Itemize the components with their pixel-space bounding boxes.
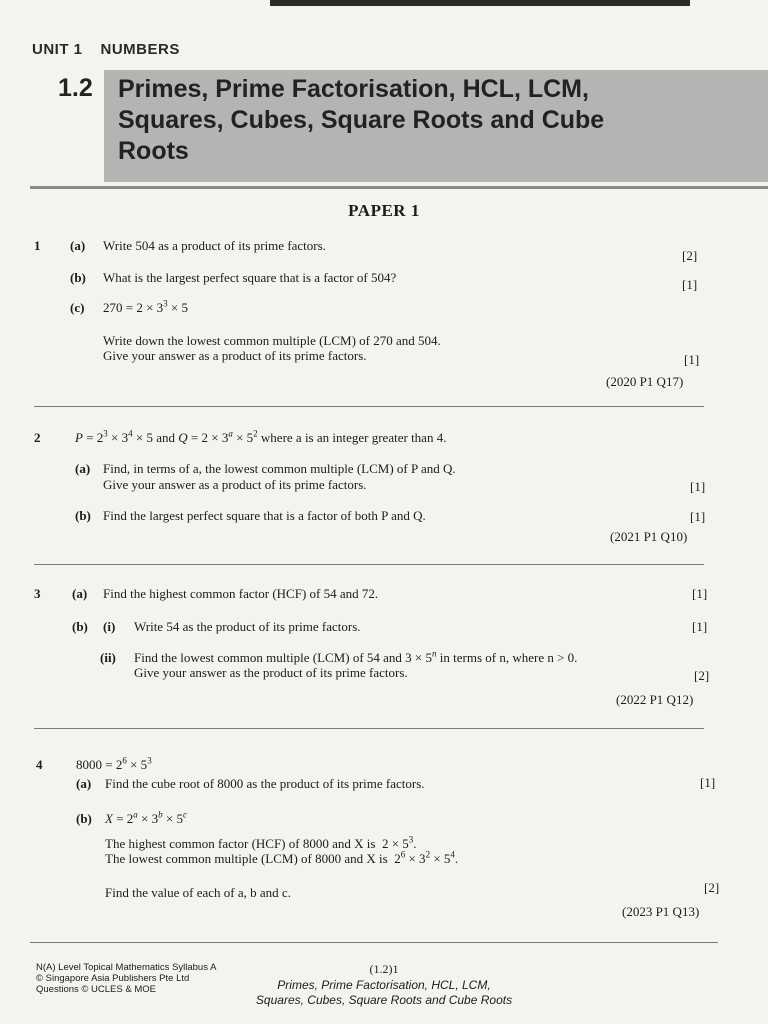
- part-label: (b): [76, 811, 92, 826]
- question-text: Write down the lowest common multiple (LCM) of 270 and 504.: [103, 333, 441, 348]
- footer-line: Primes, Prime Factorisation, HCL, LCM,: [277, 978, 491, 992]
- footer-divider: [30, 942, 718, 943]
- question-divider: [34, 406, 704, 407]
- math-expression: Find the lowest common multiple (LCM) of 54 and $3 \times 5^n$ in terms of n, where n > 0.: [134, 648, 578, 665]
- exam-reference: (2020 P1 Q17): [606, 374, 684, 389]
- part-label: (b): [70, 270, 86, 285]
- question-text: where a is an integer greater than 4.: [260, 430, 447, 445]
- part-label: (b): [72, 619, 88, 634]
- question-divider: [34, 564, 704, 565]
- question-text: Find the cube root of 8000 as the product of its prime factors.: [105, 776, 425, 791]
- section-title: [118, 74, 738, 167]
- marks: [2]: [682, 248, 698, 263]
- unit-label: UNIT 1: [32, 41, 83, 58]
- footer-line: N(A) Level Topical Mathematics Syllabus A: [36, 962, 217, 973]
- question-text: Give your answer as a product of its prime factors.: [103, 477, 367, 492]
- question-text: Find the value of each of a, b and c.: [105, 885, 291, 900]
- subpart-label: (ii): [100, 650, 116, 665]
- math-expression: $8000 = 2^6 \times 5^3$: [76, 755, 152, 772]
- part-label: (a): [72, 586, 88, 601]
- question-number: 4: [36, 757, 43, 772]
- question-text: Find, in terms of a, the lowest common multiple (LCM) of P and Q.: [103, 461, 456, 476]
- marks: [2]: [694, 668, 710, 683]
- part-label: (a): [70, 238, 86, 253]
- question-text: in terms of n, where n > 0.: [439, 650, 578, 665]
- question-text: Write 54 as the product of its prime factors.: [134, 619, 361, 634]
- exam-reference: (2021 P1 Q10): [610, 529, 688, 544]
- question-text: Find the lowest common multiple (LCM) of 54 and: [134, 650, 402, 665]
- marks: [1]: [684, 352, 700, 367]
- marks: [1]: [690, 509, 706, 524]
- subpart-label: (i): [103, 619, 116, 634]
- footer-line: Questions © UCLES & MOE: [36, 984, 156, 995]
- paper-title: PAPER 1: [348, 201, 420, 220]
- marks: [1]: [690, 479, 706, 494]
- question-divider: [34, 728, 704, 729]
- footer-line: © Singapore Asia Publishers Pte Ltd: [36, 973, 190, 984]
- question-number: 3: [34, 586, 41, 601]
- math-expression: The lowest common multiple (LCM) of 8000 and X is $2^6 \times 3^2 \times 5^4$.: [105, 849, 459, 866]
- part-label: (a): [76, 776, 92, 791]
- marks: [2]: [704, 880, 720, 895]
- section-title-line: Roots: [118, 137, 189, 165]
- question-text: Give your answer as the product of its prime factors.: [134, 665, 408, 680]
- question-text: Find the largest perfect square that is a factor of both P and Q.: [103, 508, 426, 523]
- page-number: (1.2)1: [369, 962, 399, 976]
- top-edge-strip: [270, 0, 690, 6]
- question-text: Find the highest common factor (HCF) of 54 and 72.: [103, 586, 379, 601]
- question-text: The highest common factor (HCF) of 8000 and X is: [105, 836, 376, 851]
- math-expression: $270 = 2 \times 3^3 \times 5$: [103, 298, 189, 315]
- footer-line: Squares, Cubes, Square Roots and Cube Roots: [255, 993, 513, 1007]
- question-text: What is the largest perfect square that is a factor of 504?: [103, 270, 397, 285]
- exam-reference: (2022 P1 Q12): [616, 692, 694, 707]
- marks: [1]: [692, 586, 708, 601]
- question-number: 2: [34, 430, 41, 445]
- part-label: (b): [75, 508, 91, 523]
- part-label: (c): [70, 300, 85, 315]
- question-text: The lowest common multiple (LCM) of 8000 and X is: [105, 851, 388, 866]
- marks: [1]: [682, 277, 698, 292]
- section-title-line: Squares, Cubes, Square Roots and Cube: [118, 106, 605, 134]
- part-label: (a): [75, 461, 91, 476]
- unit-name: NUMBERS: [100, 41, 180, 58]
- section-number: 1.2: [58, 74, 93, 102]
- section-banner-underline: [30, 186, 768, 189]
- exam-reference: (2023 P1 Q13): [622, 904, 700, 919]
- section-title-line: Primes, Prime Factorisation, HCL, LCM,: [118, 75, 589, 103]
- marks: [1]: [700, 775, 716, 790]
- connector-text: and: [156, 430, 176, 445]
- marks: [1]: [692, 619, 708, 634]
- question-text: Give your answer as a product of its prime factors.: [103, 348, 367, 363]
- math-expression: The highest common factor (HCF) of 8000 and X is $2 \times 5^3$.: [105, 834, 417, 851]
- unit-heading: [32, 41, 180, 58]
- question-number: 1: [34, 238, 41, 253]
- math-expression: $P = 2^3 \times 3^4 \times 5$ and $Q = 2 \times 3^a \times 5^2$ where a is an integer greater than 4.: [75, 428, 447, 445]
- footer-chapter-title: [0, 978, 768, 1008]
- math-expression: $X = 2^a \times 3^b \times 5^c$: [105, 809, 187, 826]
- question-text: Write 504 as a product of its prime factors.: [103, 238, 326, 253]
